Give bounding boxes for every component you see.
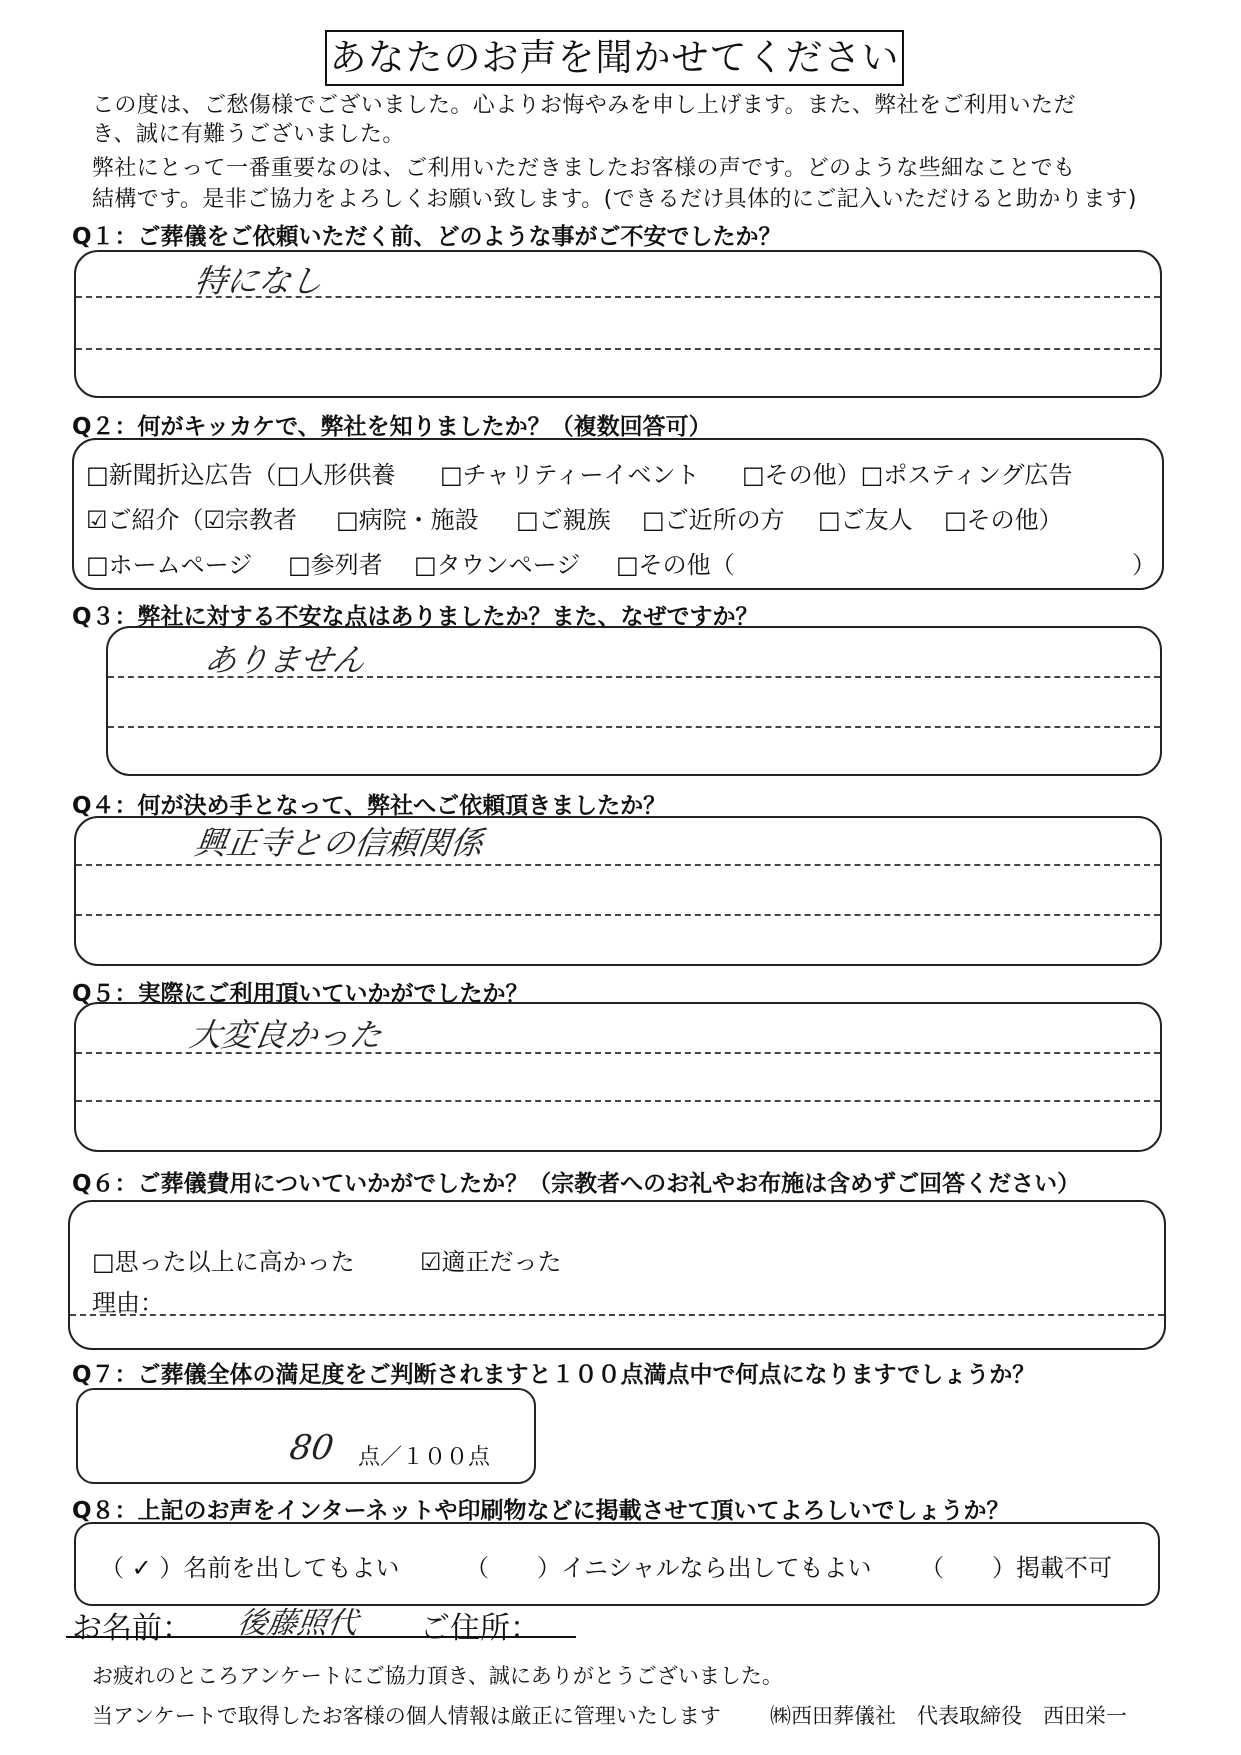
q2-option-charity[interactable]: □チャリティーイベント	[440, 461, 700, 489]
q4-line-1	[76, 864, 1160, 866]
q2-option-neighbors[interactable]: □ご近所の方	[642, 506, 785, 534]
q1-label: Q１：ご葬儀をご依頼いただく前、どのような事がご不安でしたか？	[72, 224, 782, 250]
q3-answer: ありません	[202, 641, 368, 679]
footer-privacy: 当アンケートで取得したお客様の個人情報は厳正に管理いたします	[92, 1704, 721, 1728]
q1-line-2	[76, 348, 1160, 350]
name-value[interactable]: 後藤照代	[235, 1606, 360, 1641]
q2-option-relatives[interactable]: □ご親族	[516, 506, 611, 534]
page-title: あなたのお声を聞かせてください	[325, 30, 904, 86]
address-label: ご住所：	[420, 1611, 540, 1646]
q6-reason-label: 理由：	[92, 1289, 164, 1317]
q8-option-initials-ok[interactable]: （ ）イニシャルなら出してもよい	[465, 1554, 872, 1582]
q2-option-hospital[interactable]: □病院・施設	[336, 506, 479, 534]
q5-label: Q５：実際にご利用頂いていかがでしたか？	[72, 981, 529, 1007]
q7-score: 80	[287, 1428, 337, 1468]
q4-line-2	[76, 914, 1160, 916]
q5-line-2	[76, 1100, 1160, 1102]
q3-line-2	[108, 726, 1160, 728]
q6-line	[70, 1314, 1164, 1316]
q6-option-expensive[interactable]: □思った以上に高かった	[92, 1248, 355, 1276]
q2-option-posting[interactable]: □その他）□ポスティング広告	[742, 461, 1073, 489]
q8-label: Q８：上記のお声をインターネットや印刷物などに掲載させて頂いてよろしいでしょうか？	[72, 1498, 1010, 1524]
q2-option-homepage[interactable]: □ホームページ	[86, 551, 253, 579]
intro-line-2: き、誠に有難うございました。	[92, 122, 405, 147]
q2-option-attendee[interactable]: □参列者	[288, 551, 383, 579]
q3-label: Q３：弊社に対する不安な点はありましたか？また、なぜですか？	[72, 604, 759, 630]
intro-line-3: 弊社にとって一番重要なのは、ご利用いただきましたお客様の声です。どのような些細なことでも	[92, 156, 1076, 181]
q2-option-other-free[interactable]: □その他（	[616, 551, 735, 579]
q2-option-townpage[interactable]: □タウンページ	[414, 551, 581, 579]
q2-option-friends[interactable]: □ご友人	[818, 506, 913, 534]
q2-option-newspaper[interactable]: □新聞折込広告（□人形供養	[86, 461, 396, 489]
q5-answer: 大変良かった	[187, 1016, 385, 1054]
q2-option-close-paren: ）	[1132, 551, 1156, 579]
q6-label: Q６：ご葬儀費用についていかがでしたか？（宗教者へのお礼やお布施は含めずご回答ください）	[72, 1171, 1081, 1197]
name-label: お名前：	[72, 1611, 192, 1646]
q7-label: Q７：ご葬儀全体の満足度をご判断されますと１００点満点中で何点になりますでしょうか？	[72, 1362, 1036, 1388]
q6-option-appropriate[interactable]: ☑適正だった	[420, 1248, 562, 1276]
q8-option-name-ok[interactable]: （ ✓ ）名前を出してもよい	[100, 1554, 400, 1582]
q7-score-suffix: 点／１００点	[358, 1445, 491, 1470]
q1-answer: 特になし	[192, 262, 326, 300]
footer-thanks: お疲れのところアンケートにご協力頂き、誠にありがとうございました。	[92, 1664, 783, 1688]
intro-line-4: 結構です。是非ご協力をよろしくお願い致します。(できるだけ具体的にご記入いただけると助かります)	[92, 187, 1137, 212]
q8-option-no-publish[interactable]: （ ）掲載不可	[920, 1554, 1112, 1582]
footer-company: ㈱西田葬儀社 代表取締役 西田栄一	[770, 1704, 1127, 1728]
q2-label: Q２：何がキッカケで、弊社を知りましたか？（複数回答可）	[72, 414, 712, 440]
q2-option-other[interactable]: □その他）	[944, 506, 1063, 534]
intro-line-1: この度は、ご愁傷様でございました。心よりお悔やみを申し上げます。また、弊社をご利用いただ	[92, 93, 1076, 118]
q2-option-referral[interactable]: ☑ご紹介（☑宗教者	[86, 506, 298, 534]
q4-label: Q４：何が決め手となって、弊社へご依頼頂きましたか？	[72, 793, 667, 819]
q4-answer: 興正寺との信頼関係	[192, 824, 486, 862]
